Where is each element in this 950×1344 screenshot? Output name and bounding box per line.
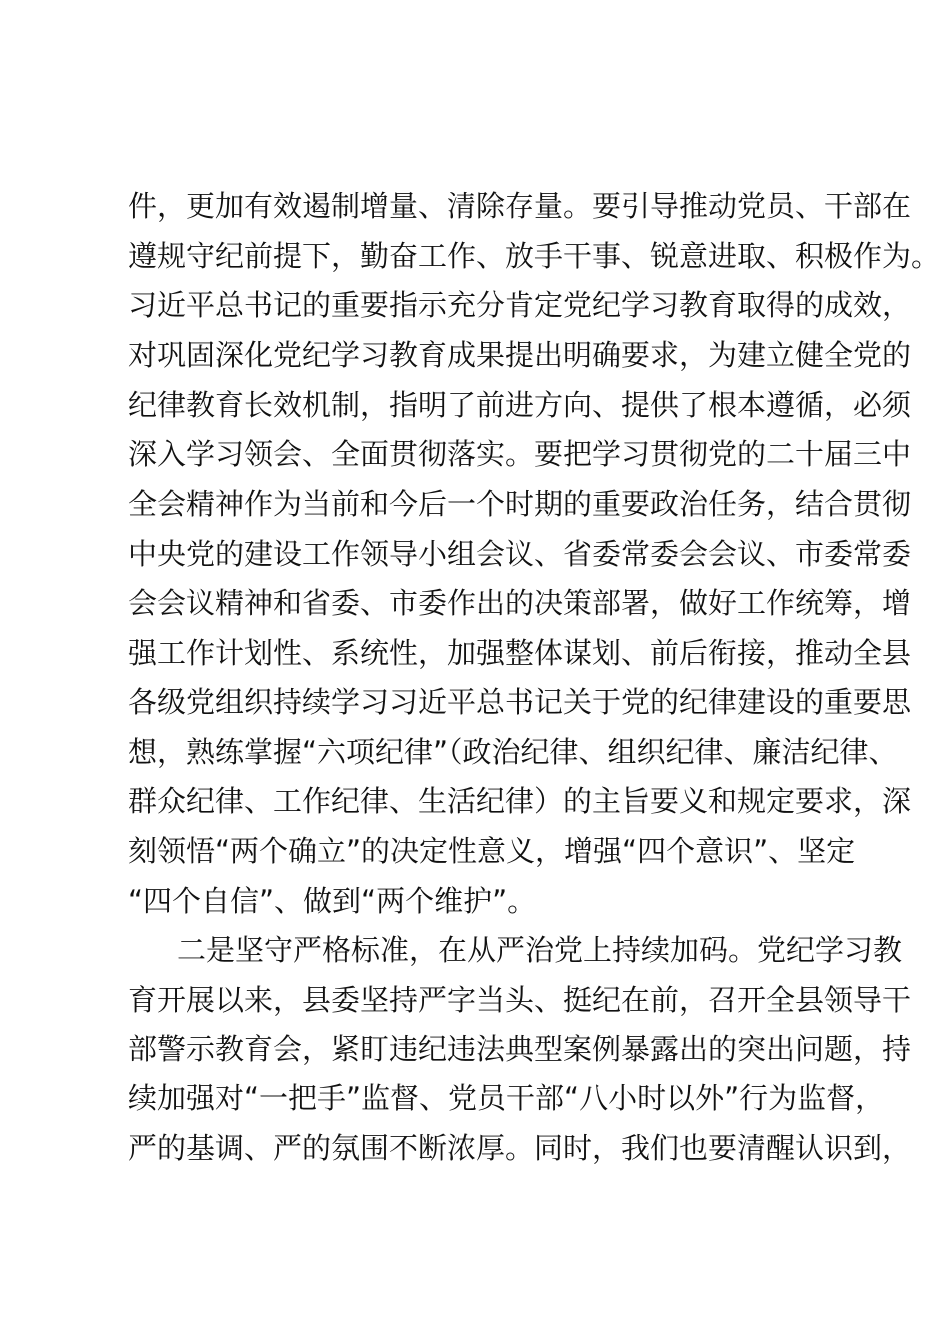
text-line: 育开展以来，县委坚持严字当头、挺纪在前，召开全县领导干 — [128, 983, 912, 1017]
text-line: 中央党的建设工作领导小组会议、省委常委会会议、市委常委 — [128, 537, 912, 571]
text-line: “四个自信”、做到“两个维护”。 — [128, 884, 537, 918]
text-line: 遵规守纪前提下，勤奋工作、放手干事、锐意进取、积极作为。 — [128, 239, 941, 273]
text-line: 部警示教育会，紧盯违纪违法典型案例暴露出的突出问题，持 — [128, 1032, 912, 1066]
text-line: 强工作计划性、系统性，加强整体谋划、前后衔接，推动全县 — [128, 636, 912, 670]
paragraph-first-line: 二是坚守严格标准，在从严治党上持续加码。党纪学习教 — [177, 933, 903, 967]
text-line: 全会精神作为当前和今后一个时期的重要政治任务，结合贯彻 — [128, 487, 912, 521]
text-line: 刻领悟“两个确立”的决定性意义，增强“四个意识”、坚定 — [128, 834, 856, 868]
text-line: 严的基调、严的氛围不断浓厚。同时，我们也要清醒认识到， — [128, 1131, 912, 1165]
text-line: 想，熟练掌握“六项纪律”（政治纪律、组织纪律、廉洁纪律、 — [128, 735, 898, 769]
text-line: 群众纪律、工作纪律、生活纪律）的主旨要义和规定要求，深 — [128, 784, 912, 818]
text-line: 对巩固深化党纪学习教育成果提出明确要求，为建立健全党的 — [128, 338, 912, 372]
text-line: 纪律教育长效机制，指明了前进方向、提供了根本遵循，必须 — [128, 388, 912, 422]
text-line: 深入学习领会、全面贯彻落实。要把学习贯彻党的二十届三中 — [128, 437, 912, 471]
text-line: 续加强对“一把手”监督、党员干部“八小时以外”行为监督， — [128, 1081, 885, 1115]
text-line: 习近平总书记的重要指示充分肯定党纪学习教育取得的成效， — [128, 288, 912, 322]
text-line: 会会议精神和省委、市委作出的决策部署，做好工作统筹，增 — [128, 586, 912, 620]
text-line: 各级党组织持续学习习近平总书记关于党的纪律建设的重要思 — [128, 685, 912, 719]
text-line: 件，更加有效遏制增量、清除存量。要引导推动党员、干部在 — [128, 189, 912, 223]
